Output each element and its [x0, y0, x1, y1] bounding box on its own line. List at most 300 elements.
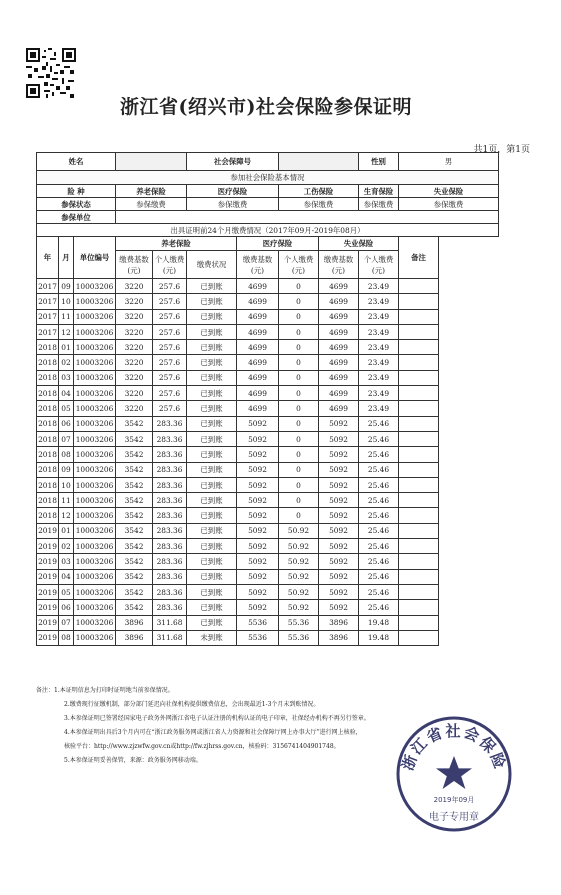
cell-medical-base: 5092 — [237, 477, 279, 492]
cell-year: 2019 — [37, 584, 59, 599]
cell-medical-base: 5092 — [237, 569, 279, 584]
cell-remark — [399, 324, 439, 339]
cell-medical-personal: 50.92 — [279, 523, 319, 538]
table-row — [37, 355, 499, 370]
cell-month: 04 — [59, 569, 74, 584]
cell-pension-base: 3220 — [116, 401, 153, 416]
cell-month: 06 — [59, 600, 74, 615]
cell-unemp-base: 5092 — [319, 584, 359, 599]
cell-pension-personal: 311.68 — [153, 615, 187, 630]
cell-year: 2018 — [37, 386, 59, 401]
cell-unit-no: 10003206 — [74, 523, 116, 538]
cell-pension-base: 3542 — [116, 416, 153, 431]
cell-unit-no: 10003206 — [74, 370, 116, 385]
cell-pay-status: 已到账 — [187, 294, 237, 309]
cell-unit-no: 10003206 — [74, 401, 116, 416]
cell-unemp-personal: 25.46 — [359, 569, 399, 584]
period-row — [37, 224, 499, 237]
cell-medical-base: 4699 — [237, 294, 279, 309]
cell-pension-base: 3542 — [116, 554, 153, 569]
cell-month: 12 — [59, 508, 74, 523]
table-row — [37, 569, 499, 584]
cell-pay-status: 未到账 — [187, 630, 237, 645]
cell-medical-personal: 0 — [279, 340, 319, 355]
cell-remark — [399, 370, 439, 385]
cell-medical-base: 5092 — [237, 447, 279, 462]
cell-medical-base: 5092 — [237, 431, 279, 446]
col-pension-base-header: 缴费基数(元) — [116, 251, 153, 279]
cell-remark — [399, 539, 439, 554]
document-title: 浙江省(绍兴市)社会保险参保证明 — [120, 96, 412, 118]
cell-unit-no: 10003206 — [74, 508, 116, 523]
cell-pension-base: 3542 — [116, 477, 153, 492]
cell-pay-status: 已到账 — [187, 493, 237, 508]
table-row — [37, 401, 499, 416]
cell-pay-status: 已到账 — [187, 569, 237, 584]
gender-value: 男 — [399, 153, 499, 171]
cell-pension-base: 3542 — [116, 539, 153, 554]
insurance-maternity: 生育保险 — [359, 185, 399, 198]
cell-month: 02 — [59, 355, 74, 370]
table-row — [37, 477, 499, 492]
cell-year: 2017 — [37, 309, 59, 324]
cell-medical-personal: 0 — [279, 477, 319, 492]
cell-unit-no: 10003206 — [74, 324, 116, 339]
payment-header-row-1 — [37, 237, 499, 251]
cell-year: 2017 — [37, 279, 59, 294]
note-4: 4.本参保证明出具后3个月内可在“浙江政务服务网或浙江省人力资源和社会保障厅网上办事大厅”进行网上核验， — [64, 729, 362, 736]
cell-month: 02 — [59, 539, 74, 554]
cell-remark — [399, 554, 439, 569]
cell-year: 2018 — [37, 447, 59, 462]
cell-pay-status: 已到账 — [187, 386, 237, 401]
insurance-status-row — [37, 198, 499, 211]
cell-pay-status: 已到账 — [187, 340, 237, 355]
cell-pension-base: 3896 — [116, 615, 153, 630]
col-unemp-base-header: 缴费基数(元) — [319, 251, 359, 279]
cell-unemp-personal: 23.49 — [359, 401, 399, 416]
cell-month: 03 — [59, 370, 74, 385]
insured-section-header — [37, 171, 499, 185]
cell-month: 11 — [59, 309, 74, 324]
cell-remark — [399, 294, 439, 309]
cell-pay-status: 已到账 — [187, 600, 237, 615]
name-value — [116, 153, 187, 171]
cell-unemp-base: 5092 — [319, 554, 359, 569]
col-unit-no-header: 单位编号 — [74, 237, 116, 279]
col-pension-personal-header: 个人缴费(元) — [153, 251, 187, 279]
insurance-injury: 工伤保险 — [279, 185, 359, 198]
cell-unit-no: 10003206 — [74, 355, 116, 370]
status-maternity: 参保缴费 — [359, 198, 399, 211]
cell-pay-status: 已到账 — [187, 431, 237, 446]
cell-pension-personal: 283.36 — [153, 539, 187, 554]
cell-unemp-base: 4699 — [319, 386, 359, 401]
cell-year: 2017 — [37, 324, 59, 339]
cell-remark — [399, 309, 439, 324]
cell-unemp-personal: 25.46 — [359, 554, 399, 569]
cell-pension-personal: 283.36 — [153, 554, 187, 569]
cell-year: 2018 — [37, 477, 59, 492]
table-row — [37, 294, 499, 309]
cell-medical-base: 5092 — [237, 493, 279, 508]
cell-unemp-base: 5092 — [319, 539, 359, 554]
certificate-table — [36, 152, 499, 646]
cell-pension-base: 3220 — [116, 309, 153, 324]
cell-year: 2019 — [37, 554, 59, 569]
cell-pension-personal: 257.6 — [153, 279, 187, 294]
cell-month: 07 — [59, 431, 74, 446]
insurance-type-label: 险 种 — [37, 185, 116, 198]
note-1: 备注：1.本证明信息为打印时证明地当前参保情况。 — [36, 687, 174, 694]
table-row — [37, 493, 499, 508]
cell-unemp-base: 3896 — [319, 630, 359, 645]
cell-month: 05 — [59, 584, 74, 599]
cell-pension-personal: 283.36 — [153, 477, 187, 492]
cell-medical-personal: 50.92 — [279, 569, 319, 584]
cell-medical-personal: 55.36 — [279, 630, 319, 645]
cell-unemp-personal: 25.46 — [359, 416, 399, 431]
cell-year: 2019 — [37, 615, 59, 630]
cell-pension-personal: 311.68 — [153, 630, 187, 645]
cell-pay-status: 已到账 — [187, 523, 237, 538]
cell-pension-personal: 283.36 — [153, 584, 187, 599]
seal-star-icon — [436, 756, 472, 789]
cell-pension-personal: 283.36 — [153, 493, 187, 508]
cell-pension-base: 3542 — [116, 523, 153, 538]
cell-month: 07 — [59, 615, 74, 630]
cell-month: 04 — [59, 386, 74, 401]
cell-year: 2019 — [37, 539, 59, 554]
cell-pension-personal: 257.6 — [153, 370, 187, 385]
cell-remark — [399, 386, 439, 401]
person-info-row — [37, 153, 499, 171]
cell-pension-personal: 257.6 — [153, 324, 187, 339]
table-row — [37, 554, 499, 569]
cell-pension-personal: 257.6 — [153, 309, 187, 324]
status-pension: 参保缴费 — [116, 198, 187, 211]
cell-unemp-personal: 23.49 — [359, 386, 399, 401]
cell-pension-base: 3542 — [116, 584, 153, 599]
cell-unit-no: 10003206 — [74, 584, 116, 599]
col-medical-base-header: 缴费基数(元) — [237, 251, 279, 279]
page-indicator: 共1页，第1页 — [473, 145, 530, 155]
col-unemp-personal-header: 个人缴费(元) — [359, 251, 399, 279]
cell-pension-personal: 283.36 — [153, 447, 187, 462]
cell-pension-base: 3220 — [116, 279, 153, 294]
cell-unemp-personal: 19.48 — [359, 630, 399, 645]
cell-year: 2018 — [37, 431, 59, 446]
cell-remark — [399, 477, 439, 492]
cell-unemp-personal: 25.46 — [359, 462, 399, 477]
cell-pension-personal: 257.6 — [153, 401, 187, 416]
cell-month: 09 — [59, 462, 74, 477]
cell-remark — [399, 340, 439, 355]
cell-month: 05 — [59, 401, 74, 416]
cell-year: 2018 — [37, 340, 59, 355]
cell-pay-status: 已到账 — [187, 279, 237, 294]
cell-pension-base: 3220 — [116, 370, 153, 385]
cell-remark — [399, 493, 439, 508]
cell-year: 2019 — [37, 569, 59, 584]
cell-medical-base: 5092 — [237, 523, 279, 538]
table-row — [37, 615, 499, 630]
cell-pension-base: 3542 — [116, 462, 153, 477]
cell-pay-status: 已到账 — [187, 554, 237, 569]
cell-pension-base: 3220 — [116, 294, 153, 309]
name-label: 姓名 — [37, 153, 116, 171]
cell-medical-base: 4699 — [237, 401, 279, 416]
cell-unit-no: 10003206 — [74, 294, 116, 309]
cell-remark — [399, 401, 439, 416]
cell-unit-no: 10003206 — [74, 340, 116, 355]
cell-pension-base: 3220 — [116, 324, 153, 339]
cell-unemp-base: 5092 — [319, 508, 359, 523]
cell-unemp-personal: 25.46 — [359, 584, 399, 599]
cell-medical-base: 5536 — [237, 630, 279, 645]
unit-label: 参保单位 — [37, 211, 116, 224]
cell-pay-status: 已到账 — [187, 416, 237, 431]
cell-unemp-personal: 23.49 — [359, 355, 399, 370]
cell-remark — [399, 569, 439, 584]
cell-medical-base: 4699 — [237, 370, 279, 385]
insurance-unemployment: 失业保险 — [399, 185, 499, 198]
cell-unit-no: 10003206 — [74, 462, 116, 477]
cell-medical-personal: 50.92 — [279, 539, 319, 554]
cell-unemp-base: 4699 — [319, 294, 359, 309]
cell-year: 2018 — [37, 462, 59, 477]
cell-medical-personal: 0 — [279, 386, 319, 401]
cell-month: 03 — [59, 554, 74, 569]
cell-year: 2017 — [37, 294, 59, 309]
cell-pension-personal: 283.36 — [153, 569, 187, 584]
cell-unemp-base: 4699 — [319, 324, 359, 339]
status-label: 参保状态 — [37, 198, 116, 211]
cell-unemp-personal: 25.46 — [359, 493, 399, 508]
cell-unemp-base: 5092 — [319, 569, 359, 584]
table-row — [37, 600, 499, 615]
cell-pension-base: 3542 — [116, 569, 153, 584]
cell-unit-no: 10003206 — [74, 477, 116, 492]
cell-unemp-personal: 19.48 — [359, 615, 399, 630]
cell-pension-personal: 283.36 — [153, 508, 187, 523]
cell-year: 2019 — [37, 600, 59, 615]
cell-month: 10 — [59, 477, 74, 492]
cell-medical-base: 5092 — [237, 508, 279, 523]
cell-year: 2018 — [37, 401, 59, 416]
table-row — [37, 431, 499, 446]
cell-medical-base: 5092 — [237, 554, 279, 569]
cell-medical-base: 5092 — [237, 462, 279, 477]
cell-remark — [399, 600, 439, 615]
cell-pay-status: 已到账 — [187, 370, 237, 385]
cell-medical-base: 5092 — [237, 539, 279, 554]
cell-medical-personal: 50.92 — [279, 600, 319, 615]
cell-unemp-personal: 23.49 — [359, 294, 399, 309]
cell-year: 2019 — [37, 630, 59, 645]
cell-month: 08 — [59, 630, 74, 645]
cell-pension-base: 3220 — [116, 355, 153, 370]
note-2: 2.缴费现行征缴机制，部分部门延迟向社保机构提供缴费信息，会出现最近1-3个月未到账情况。 — [64, 701, 320, 708]
cell-pension-base: 3896 — [116, 630, 153, 645]
cell-remark — [399, 447, 439, 462]
col-year-header: 年 — [37, 237, 59, 279]
cell-remark — [399, 462, 439, 477]
cell-unemp-personal: 23.49 — [359, 279, 399, 294]
cell-pension-personal: 283.36 — [153, 462, 187, 477]
status-unemployment: 参保缴费 — [399, 198, 499, 211]
cell-unit-no: 10003206 — [74, 493, 116, 508]
cell-pension-personal: 257.6 — [153, 386, 187, 401]
cell-month: 01 — [59, 340, 74, 355]
cell-unemp-base: 5092 — [319, 462, 359, 477]
cell-unit-no: 10003206 — [74, 431, 116, 446]
cell-unemp-base: 5092 — [319, 431, 359, 446]
cell-unit-no: 10003206 — [74, 309, 116, 324]
cell-unemp-base: 4699 — [319, 355, 359, 370]
cell-unemp-base: 4699 — [319, 279, 359, 294]
col-month-header: 月 — [59, 237, 74, 279]
note-5: 核验平台：http://www.zjzwfw.gov.cn或http://fw.zjhrss.gov.cn，核验码：3156741404901748。 — [64, 743, 340, 750]
cell-medical-personal: 0 — [279, 416, 319, 431]
table-row — [37, 462, 499, 477]
cell-unemp-personal: 25.46 — [359, 477, 399, 492]
cell-year: 2018 — [37, 493, 59, 508]
cell-unit-no: 10003206 — [74, 386, 116, 401]
table-row — [37, 279, 499, 294]
cell-medical-personal: 0 — [279, 294, 319, 309]
cell-unit-no: 10003206 — [74, 569, 116, 584]
col-remark-header: 备注 — [399, 237, 439, 279]
gender-label: 性别 — [359, 153, 399, 171]
cell-remark — [399, 416, 439, 431]
table-row — [37, 584, 499, 599]
cell-medical-personal: 0 — [279, 431, 319, 446]
cell-unemp-personal: 23.49 — [359, 370, 399, 385]
seal-date: 2019年09月 — [433, 796, 475, 804]
cell-pension-base: 3542 — [116, 600, 153, 615]
cell-pay-status: 已到账 — [187, 477, 237, 492]
cell-unemp-personal: 25.46 — [359, 447, 399, 462]
cell-pay-status: 已到账 — [187, 401, 237, 416]
cell-month: 12 — [59, 324, 74, 339]
cell-month: 09 — [59, 279, 74, 294]
cell-month: 08 — [59, 447, 74, 462]
note-3: 3.本参保证明已签署经国家电子政务外网浙江省电子认证注册的机构认证的电子印章，社保经办机构不再另行签章。 — [64, 715, 370, 722]
cell-unit-no: 10003206 — [74, 600, 116, 615]
cell-unemp-personal: 25.46 — [359, 539, 399, 554]
cell-medical-personal: 50.92 — [279, 554, 319, 569]
cell-month: 10 — [59, 294, 74, 309]
cell-unemp-base: 3896 — [319, 615, 359, 630]
cell-unit-no: 10003206 — [74, 615, 116, 630]
cell-pension-base: 3220 — [116, 340, 153, 355]
cell-medical-base: 4699 — [237, 340, 279, 355]
qr-code-icon — [26, 48, 76, 98]
cell-medical-base: 5092 — [237, 600, 279, 615]
cell-remark — [399, 279, 439, 294]
cell-medical-personal: 50.92 — [279, 584, 319, 599]
cell-pension-base: 3542 — [116, 447, 153, 462]
cell-year: 2018 — [37, 370, 59, 385]
col-medical-personal-header: 个人缴费(元) — [279, 251, 319, 279]
cell-remark — [399, 355, 439, 370]
cell-pension-personal: 257.6 — [153, 294, 187, 309]
cell-medical-personal: 0 — [279, 493, 319, 508]
cell-unemp-personal: 25.46 — [359, 600, 399, 615]
table-row — [37, 630, 499, 645]
cell-pay-status: 已到账 — [187, 462, 237, 477]
cell-medical-personal: 0 — [279, 447, 319, 462]
insurance-pension: 养老保险 — [116, 185, 187, 198]
cell-pension-personal: 257.6 — [153, 355, 187, 370]
payment-rows — [37, 279, 499, 646]
table-row — [37, 370, 499, 385]
table-row — [37, 416, 499, 431]
cell-unit-no: 10003206 — [74, 554, 116, 569]
cell-pension-base: 3542 — [116, 508, 153, 523]
cell-pay-status: 已到账 — [187, 539, 237, 554]
status-medical: 参保缴费 — [187, 198, 279, 211]
cell-year: 2019 — [37, 523, 59, 538]
cell-remark — [399, 508, 439, 523]
cell-unemp-base: 4699 — [319, 370, 359, 385]
cell-medical-base: 5092 — [237, 584, 279, 599]
cell-pay-status: 已到账 — [187, 324, 237, 339]
cell-medical-personal: 0 — [279, 508, 319, 523]
cell-pay-status: 已到账 — [187, 508, 237, 523]
cell-unemp-base: 5092 — [319, 477, 359, 492]
cell-unemp-base: 4699 — [319, 401, 359, 416]
table-row — [37, 447, 499, 462]
note-6: 5.本参保证明妥善保管，来源：政务服务网移动端。 — [64, 757, 202, 764]
table-row — [37, 340, 499, 355]
cell-medical-base: 5536 — [237, 615, 279, 630]
insurance-medical: 医疗保险 — [187, 185, 279, 198]
cell-medical-personal: 55.36 — [279, 615, 319, 630]
cell-unemp-personal: 23.49 — [359, 309, 399, 324]
seal-arc-text: 浙江省社会保险 — [398, 722, 510, 773]
cell-unemp-personal: 23.49 — [359, 324, 399, 339]
insurance-types-row — [37, 185, 499, 198]
cell-pay-status: 已到账 — [187, 615, 237, 630]
cell-month: 01 — [59, 523, 74, 538]
pension-group-header: 养老保险 — [116, 237, 237, 251]
cell-unemp-personal: 25.46 — [359, 508, 399, 523]
cell-pay-status: 已到账 — [187, 309, 237, 324]
cell-medical-base: 4699 — [237, 324, 279, 339]
cell-medical-personal: 0 — [279, 370, 319, 385]
cell-pension-personal: 283.36 — [153, 523, 187, 538]
col-pay-status-header: 缴费状况 — [187, 251, 237, 279]
cell-unemp-base: 4699 — [319, 340, 359, 355]
cell-pension-personal: 283.36 — [153, 431, 187, 446]
cell-unit-no: 10003206 — [74, 416, 116, 431]
cell-remark — [399, 523, 439, 538]
insured-unit-row — [37, 211, 499, 224]
cell-unemp-personal: 25.46 — [359, 523, 399, 538]
cell-pension-base: 3220 — [116, 386, 153, 401]
cell-medical-personal: 0 — [279, 355, 319, 370]
cell-month: 11 — [59, 493, 74, 508]
cell-pension-personal: 283.36 — [153, 416, 187, 431]
table-row — [37, 508, 499, 523]
cell-medical-personal: 0 — [279, 309, 319, 324]
official-seal-icon — [392, 712, 516, 836]
cell-medical-base: 4699 — [237, 309, 279, 324]
cell-unemp-base: 5092 — [319, 600, 359, 615]
cell-unit-no: 10003206 — [74, 630, 116, 645]
